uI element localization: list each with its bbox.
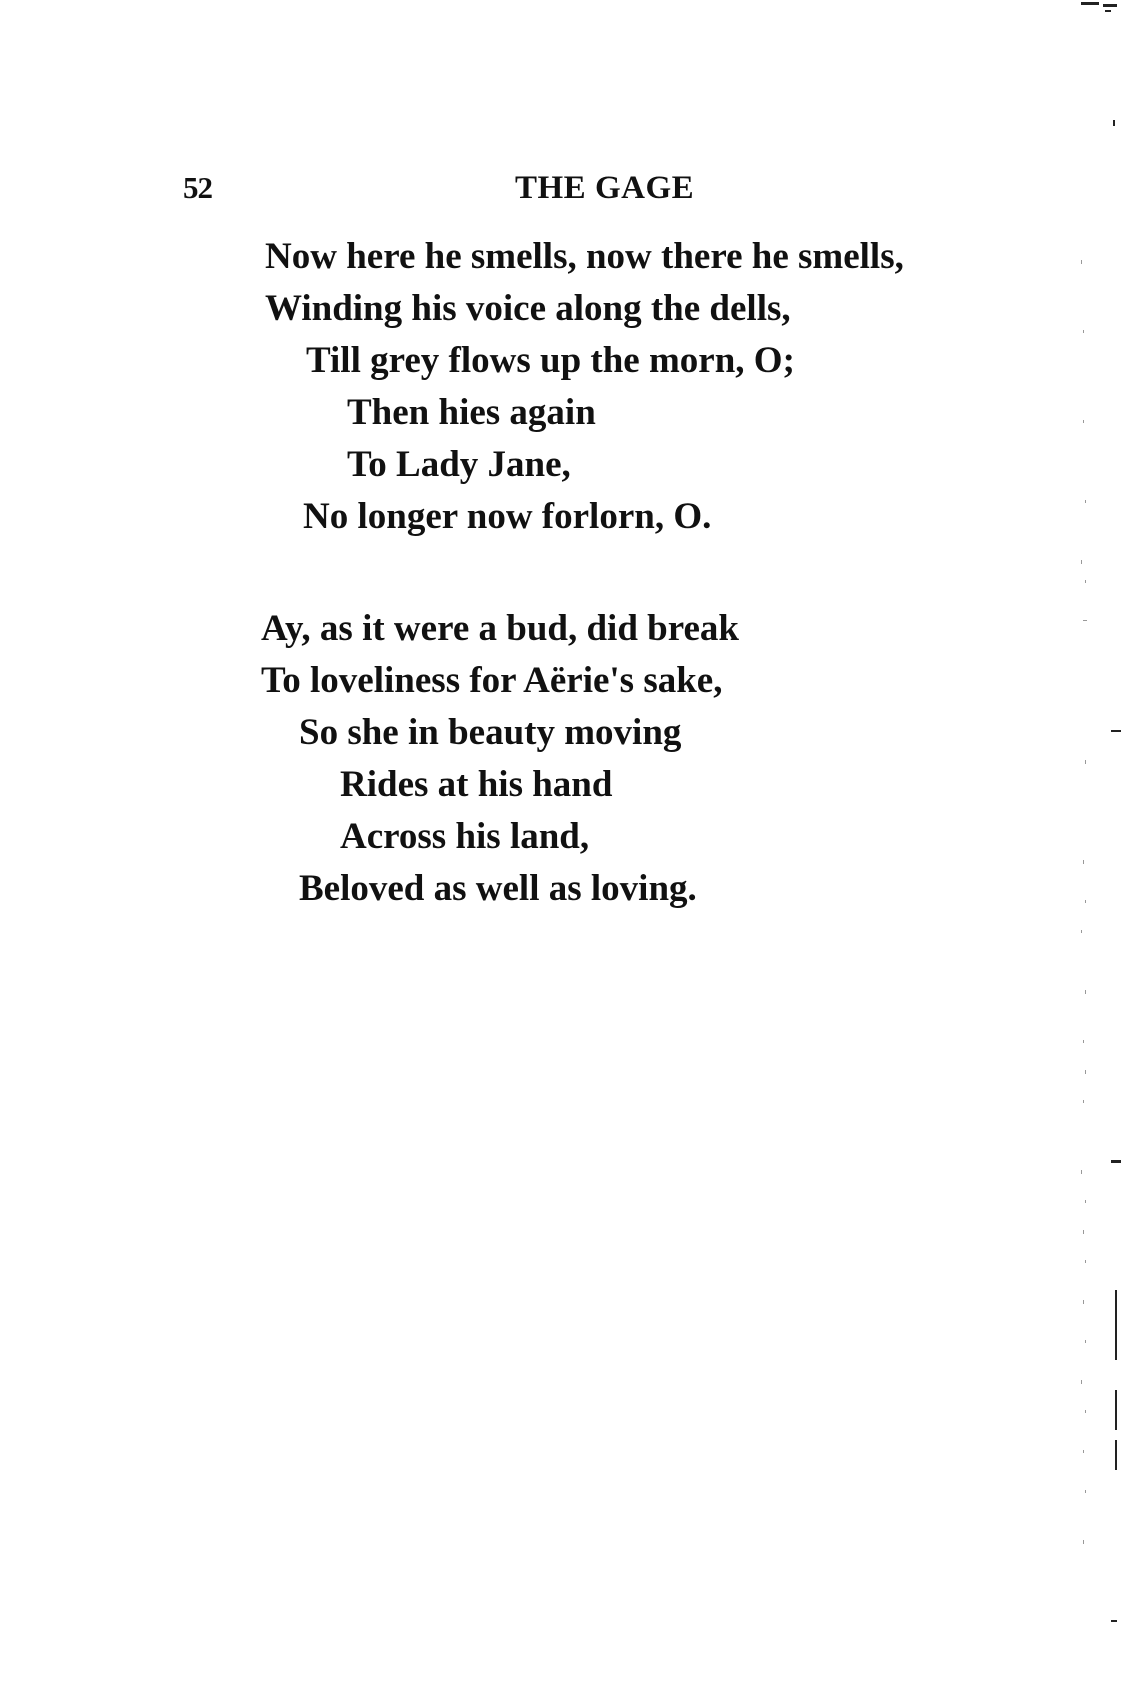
verse-line: Till grey flows up the morn, O; [306,340,795,381]
verse-line: No longer now forlorn, O. [303,496,712,537]
verse-line: Beloved as well as loving. [299,868,697,909]
verse-line: So she in beauty moving [299,712,682,753]
verse-line: Across his land, [340,816,590,857]
verse-line: Winding his voice along the dells, [265,288,791,329]
verse-line: To loveliness for Aërie's sake, [261,660,723,701]
page-number: 52 [183,170,212,205]
verse-line: Then hies again [347,392,596,433]
scan-edge-artifacts [1061,0,1121,1701]
verse-line: Ay, as it were a bud, did break [261,608,740,649]
verse-line: Rides at his hand [340,764,613,805]
running-head: THE GAGE [515,170,695,206]
verse-line: Now here he smells, now there he smells, [265,236,904,277]
verse-line: To Lady Jane, [347,444,571,485]
